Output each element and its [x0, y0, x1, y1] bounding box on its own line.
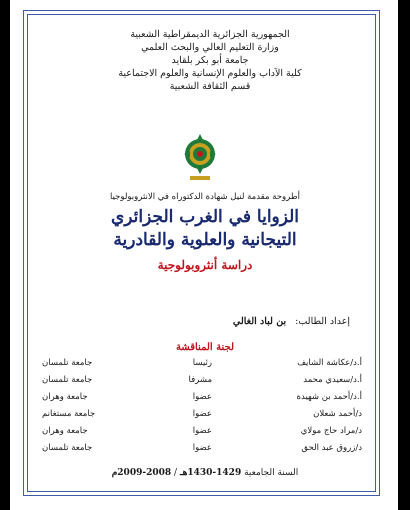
header-line: كلية الآداب والعلوم الإنسانية والعلوم الاجتماعية	[118, 68, 302, 79]
member-university: جامعة تلمسان	[42, 375, 93, 385]
member-name: د/زروق عبد الحق	[301, 443, 362, 453]
member-name: د/أحمد شعلان	[313, 409, 362, 419]
member-role: عضوا	[192, 426, 212, 436]
year-gregorian: 2008-2009م	[111, 468, 172, 478]
header-line: قسم الثقافة الشعبية	[169, 81, 251, 92]
member-university: جامعة تلمسان	[42, 443, 93, 453]
prepared-by	[233, 316, 350, 327]
member-university: جامعة مستغانم	[42, 409, 96, 419]
member-name: د/مراد حاج مولاي	[300, 426, 362, 436]
header-line: وزارة التعليم العالي والبحث العلمي	[141, 42, 279, 53]
header-line: جامعة أبو بكر بلقايد	[171, 55, 249, 66]
document-page	[10, 0, 398, 510]
title-line-2: التيجانية والعلوية والقادرية	[113, 230, 297, 250]
committee-row	[42, 392, 362, 409]
university-emblem-icon	[180, 132, 220, 184]
committee-row	[42, 409, 362, 426]
title-line-1: الزوايا في الغرب الجزائري	[110, 207, 300, 227]
committee-title: لجنة المناقشة	[175, 342, 235, 353]
member-role: عضوا	[192, 443, 212, 453]
header-line: الجمهورية الجزائرية الديمقراطية الشعبية	[130, 29, 290, 40]
student-name: بن لباد الغالي	[232, 316, 287, 327]
member-name: أ.د/سعيدي محمد	[303, 375, 362, 385]
member-role: مشرفا	[188, 375, 212, 385]
member-university: جامعة وهران	[42, 426, 88, 436]
committee-table	[42, 358, 362, 460]
member-role: عضوا	[192, 409, 212, 419]
member-university: جامعة وهران	[42, 392, 88, 402]
study-type: دراسة أنثروبولوجية	[157, 258, 253, 272]
prepared-label: إعداد الطالب:	[295, 316, 350, 327]
committee-row	[42, 426, 362, 443]
committee-row	[42, 358, 362, 375]
member-role: رئيسا	[192, 358, 212, 368]
thesis-title	[40, 206, 370, 252]
thesis-subtitle: أطروحة مقدمة لنيل شهادة الدكتوراه في الانثروبولوجيا	[110, 192, 300, 202]
year-hijri: 1429-1430هـ	[179, 468, 242, 478]
member-name: أ.د/أحمد بن شهيدة	[296, 392, 362, 402]
member-role: عضوا	[192, 392, 212, 402]
committee-row	[42, 443, 362, 460]
committee-row	[42, 375, 362, 392]
member-university: جامعة تلمسان	[42, 358, 93, 368]
year-label: السنة الجامعية	[244, 468, 299, 478]
institution-header	[60, 28, 360, 93]
academic-year: السنة الجامعية 1429-1430هـ / 2008-2009م	[111, 468, 299, 478]
member-name: أ.د/عكاشة الشايف	[297, 358, 362, 368]
